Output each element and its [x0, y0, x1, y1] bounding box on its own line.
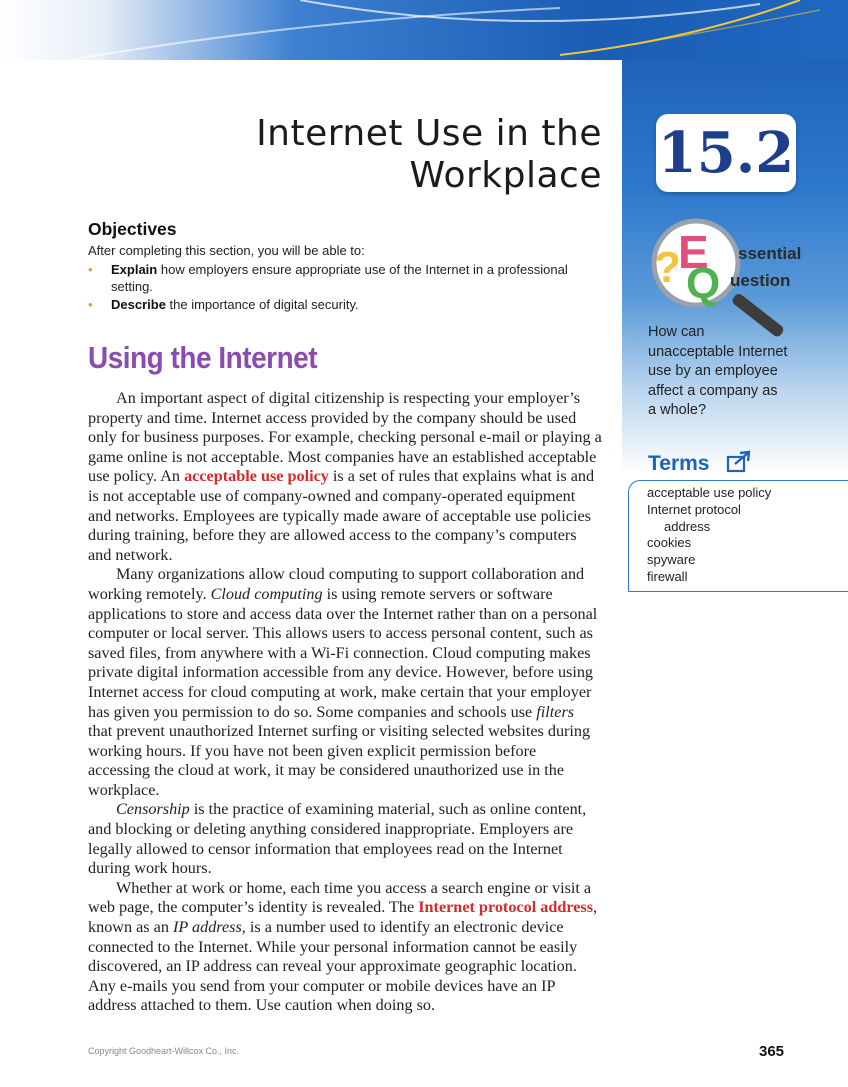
objective-verb: Describe	[111, 297, 166, 312]
title-line-2: Workplace	[409, 155, 602, 196]
term-item[interactable]: spyware	[647, 552, 696, 568]
italic-term: filters	[536, 702, 575, 721]
question-mark-glyph: ?	[654, 243, 681, 292]
key-term[interactable]: acceptable use policy	[184, 467, 329, 486]
key-term[interactable]: Internet protocol address	[418, 898, 594, 917]
objectives-list	[88, 262, 608, 316]
external-link-icon[interactable]	[726, 450, 752, 474]
objectives-intro: After completing this section, you will be able to:	[88, 243, 365, 258]
objective-verb: Explain	[111, 262, 158, 277]
section-number: 15.2	[657, 120, 795, 186]
eq-word-question: uestion	[730, 271, 791, 290]
objectives-heading: Objectives	[88, 219, 177, 239]
section-number-badge	[656, 114, 796, 192]
bullet-icon: •	[88, 262, 93, 277]
title-line-1: Internet Use in the	[256, 113, 602, 154]
italic-term: IP address	[172, 918, 242, 937]
page-title	[256, 113, 602, 197]
paragraph: Many organizations allow cloud computing to support collaboration and working remotely. Cloud computing is using remote servers or software applications to store and access data over the Internet rather than on a personal computer or local server. This allows users to access personal content, such as saved files, from anywhere with a Wi-Fi connection. Cloud computing makes private digital information accessible from any device. However, before using Internet access for cloud computing at work, make certain that your employer has given you permission to do so. Some companies and schools use filters that prevent unauthorized Internet surfing or visiting selected websites during working hours. If you have not been given explicit permission before accessing the cloud at work, it may be considered unauthorized use in the workplace.	[88, 565, 598, 799]
page-number: 365	[759, 1043, 785, 1060]
italic-term: Censorship	[116, 800, 190, 819]
essential-question-text: How can unacceptable Internet use by an employee affect a company as a whole?	[648, 324, 788, 418]
eq-word-essential: ssential	[738, 244, 802, 263]
term-item[interactable]: cookies	[647, 535, 692, 551]
objective-item	[88, 262, 608, 295]
bullet-icon: •	[88, 297, 93, 312]
italic-term: Cloud computing	[210, 584, 323, 603]
terms-heading: Terms	[648, 452, 710, 475]
term-item[interactable]: Internet protocol	[647, 501, 741, 517]
objective-item	[88, 297, 608, 314]
copyright: Copyright Goodheart-Willcox Co., Inc.	[88, 1046, 240, 1056]
letter-e-glyph: E	[678, 226, 709, 278]
term-item[interactable]: acceptable use policy	[647, 485, 772, 500]
objective-text: how employers ensure appropriate use of the Internet in a professional setting.	[111, 262, 568, 294]
paragraph: Censorship is the practice of examining material, such as online content, and blocking or deleting anything considered inappropriate. Employers are legally allowed to censor information that employees read on the Internet during work hours.	[88, 800, 587, 878]
paragraph: An important aspect of digital citizenship is respecting your employer’s property and time. Internet access provided by the company should be used only for business purposes. For example, checking personal e-mail or playing a game online is not acceptable. Most companies have an established acceptable use policy. An acceptable use policy is a set of rules that explains what is and is not acceptable use of company-owned and company-operated equipment and networks. Employees are typically made aware of acceptable use policies during training, before they are allowed access to the company’s computers and network.	[88, 389, 602, 564]
letter-q-glyph: Q	[686, 259, 721, 308]
terms-list	[647, 485, 771, 586]
section-heading: Using the Internet	[88, 340, 318, 375]
objective-text: the importance of digital security.	[165, 297, 359, 312]
paragraph: Whether at work or home, each time you access a search engine or visit a web page, the computer’s identity is revealed. The Internet protocol address, known as an IP address, is a number used to identify an electronic device connected to the Internet. While your personal information cannot be easily discovered, an IP address can reveal your approximate geographic location. Any e-mails you send from your computer or mobile devices have an IP address attached to them. Use caution when doing so.	[88, 878, 598, 1015]
body-text	[88, 389, 602, 1016]
term-item[interactable]: address	[664, 518, 711, 534]
term-item[interactable]: firewall	[647, 568, 688, 584]
